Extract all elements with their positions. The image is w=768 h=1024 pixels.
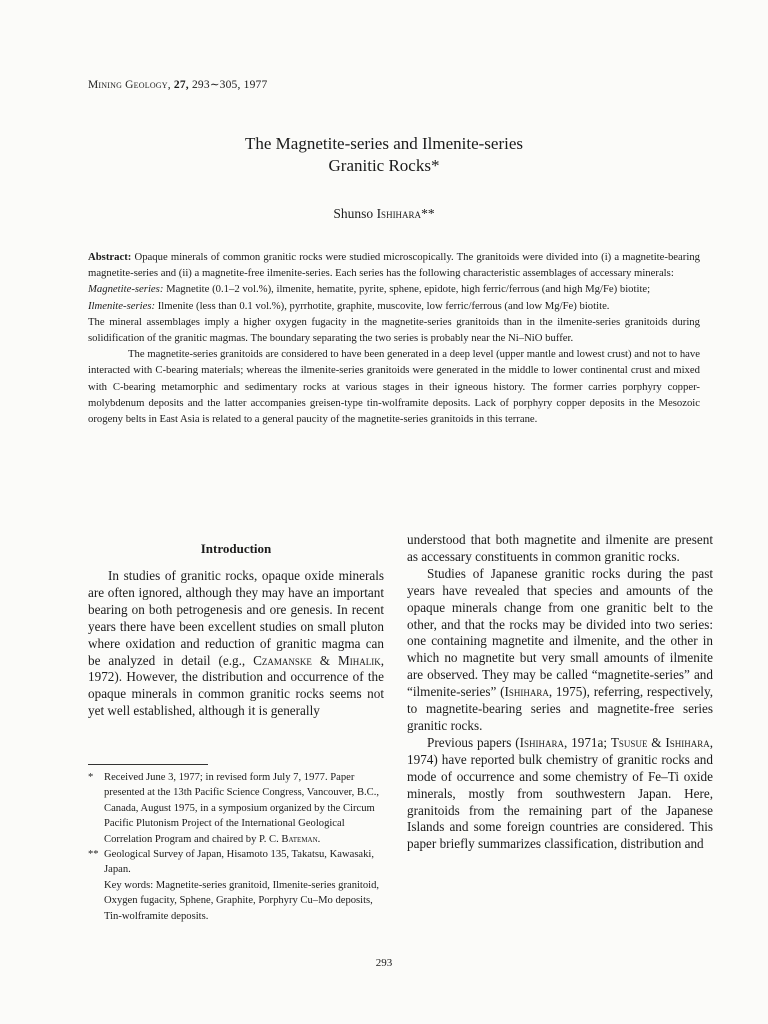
journal-volume: 27,	[173, 79, 189, 91]
right-column	[407, 532, 713, 853]
intro-p2-text-a: Studies of Japanese granitic rocks during the past years have revealed that species and amounts of the opaque minerals change from one granitic belt to the other, and that the rocks may be divided into two series: one containing magnetite and ilmenite, and the other in which no magnetite but very small amounts of ilmenite are observed. They may be called “magnetite-series” and “ilmenite-series” (	[407, 565, 713, 700]
footnote-received	[88, 770, 388, 847]
ilmenite-series-text: Ilmenite (less than 0.1 vol.%), pyrrhotite, graphite, muscovite, low ferric/ferrous (and low Mg/Fe) biotite.	[157, 299, 610, 312]
magnetite-series-definition	[88, 281, 700, 297]
intro-p3-text-a: Previous papers (	[427, 734, 520, 750]
abstract-paragraph-2: The mineral assemblages imply a higher oxygen fugacity in the magnetite-series granitoids than in the ilmenite-series granitoids during solidification of the granitic magmas. The boundary separating the two series is probably near the Ni–NiO buffer.	[88, 315, 700, 345]
intro-paragraph-1-continued: understood that both magnetite and ilmenite are present as accessary constituents in common granitic rocks.	[407, 532, 713, 564]
left-column	[88, 568, 384, 720]
citation-ishihara-1971a: Ishihara,	[519, 734, 568, 750]
magnetite-series-label: Magnetite-series:	[88, 283, 164, 296]
page-number: 293	[375, 957, 393, 969]
footnote-keywords: Key words: Magnetite-series granitoid, Ilmenite-series granitoid, Oxygen fugacity, Sphene, Graphite, Porphyry Cu–Mo deposits, Tin-wolframite deposits.	[104, 879, 380, 922]
footnote-mark-1: *	[88, 772, 94, 783]
intro-p1-text-b: 1972). However, the distribution and occurrence of the opaque minerals in common granitic rocks seems not yet well established, although it is generally	[88, 669, 384, 719]
citation-bateman: Bateman.	[281, 833, 321, 845]
intro-p2-text-b: 1975), referring, respectively, to magnetite-bearing series and magnetite-free series granitic rocks.	[407, 684, 714, 733]
intro-paragraph-2	[407, 566, 713, 735]
title-line-1: The Magnetite-series and Ilmenite-series	[244, 134, 524, 153]
journal-pages: 293∼305, 1977	[191, 79, 268, 91]
magnetite-series-text: Magnetite (0.1–2 vol.%), ilmenite, hematite, pyrite, sphene, epidote, high ferric/ferrous (and high Mg/Fe) biotite;	[166, 283, 651, 296]
title-line-2: Granitic Rocks*	[328, 156, 440, 175]
section-heading-introduction: Introduction	[200, 541, 272, 556]
author-last-name: Ishihara	[376, 206, 422, 221]
footnotes	[88, 770, 388, 924]
intro-p1-text-a: In studies of granitic rocks, opaque oxide minerals are often ignored, although they may have an important bearing on both petrogenesis and ore genesis. In recent years there have been excellent studies on small pluton where oxidation and reduction of granitic magma can be analyzed in detail (e.g.,	[88, 568, 384, 668]
abstract-intro-text: Opaque minerals of common granitic rocks were studied microscopically. The granitoids were divided into (i) a magnetite-bearing magnetite-series and (ii) a magnetite-free ilmenite-series. Each series has the following characteristic assemblages of accessary minerals:	[88, 251, 701, 280]
abstract-intro	[88, 249, 700, 281]
footnote-received-text: Received June 3, 1977; in revised form July 7, 1977. Paper presented at the 13th Pacific Science Congress, Vancouver, B.C., Canada, August 1975, in a symposium organized by the Circum Pacific Plutonism Project of the International Geological Correlation Program and chaired by P. C.	[104, 772, 380, 845]
footnote-affiliation	[88, 847, 388, 878]
abstract	[88, 249, 700, 427]
citation-ishihara-1975: Ishihara,	[504, 684, 553, 700]
footnote-affiliation-text: Geological Survey of Japan, Hisamoto 135, Takatsu, Kawasaki, Japan.	[104, 849, 375, 876]
author-line	[0, 206, 768, 222]
abstract-paragraph-3: The magnetite-series granitoids are considered to have been generated in a deep level (upper mantle and lowest crust) and not to have interacted with C-bearing materials; whereas the ilmenite-series granitoids were generated in the middle to lower continental crust and mixed with C-bearing metamorphic and sedimentary rocks at various stages in their igneous history. The former carries porphyry copper-molybdenum deposits and the latter accompanies greisen-type tin-wolframite deposits. Lack of porphyry copper deposits in the Mesozoic orogeny belts in East Asia is related to a general paucity of the magnetite-series granitoids in this terrane.	[88, 348, 700, 426]
journal-citation	[88, 77, 267, 91]
citation-czamanske-mihalik: Czamanske & Mihalik,	[253, 652, 384, 668]
footnote-mark-2: **	[88, 849, 99, 861]
intro-p3-text-b: 1971a;	[571, 734, 608, 750]
intro-paragraph-3	[407, 735, 713, 853]
footnote-divider	[88, 764, 208, 765]
intro-p3-text-c: 1974) have reported bulk chemistry of granitic rocks and mode of occurrence and some chemistry of Fe–Ti oxide minerals, mostly from southwestern Japan. Here, granitoids from the remaining part of the Japanese Islands and some foreign countries are considered. This paper briefly summarizes classification, distribution and	[407, 751, 713, 852]
intro-paragraph-1	[88, 568, 384, 720]
citation-tsusue-ishihara: Tsusue & Ishihara,	[610, 734, 714, 750]
author-footnote-mark: **	[421, 206, 435, 221]
abstract-label: Abstract:	[88, 251, 132, 263]
ilmenite-series-label: Ilmenite-series:	[88, 299, 156, 312]
ilmenite-series-definition	[88, 298, 700, 314]
journal-name: Mining Geology,	[88, 79, 171, 91]
paper-title	[0, 133, 768, 177]
author-first-name: Shunso	[333, 206, 374, 221]
